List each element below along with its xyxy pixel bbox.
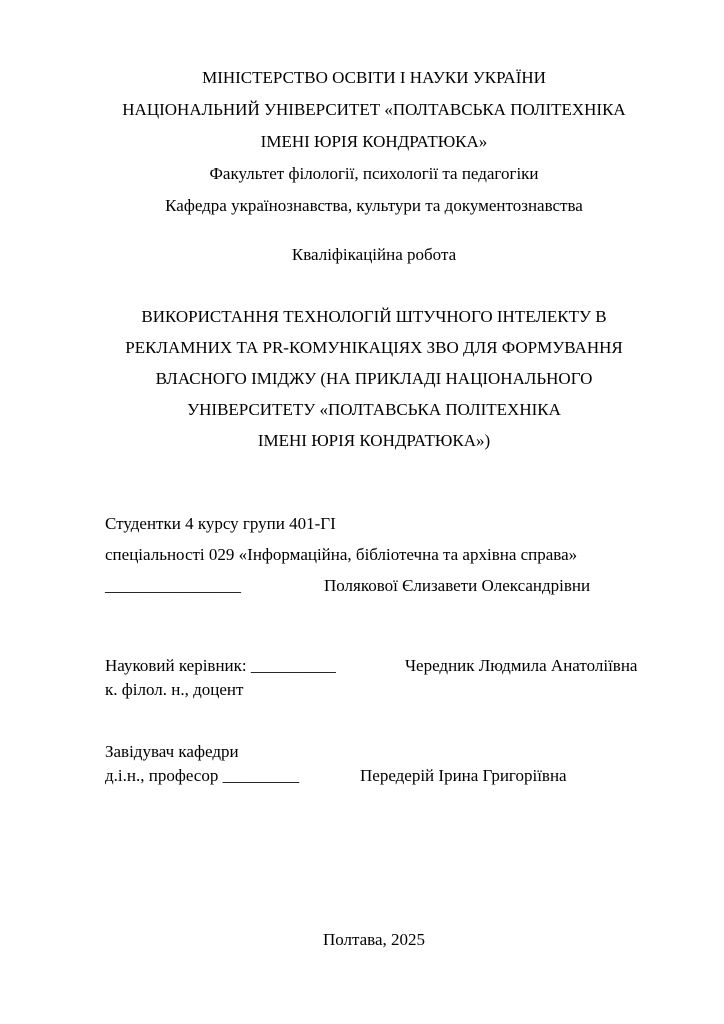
header-block bbox=[105, 62, 643, 222]
student-course-group-line: Студентки 4 курсу групи 401-ГІ bbox=[105, 514, 336, 533]
supervisor-block bbox=[105, 654, 643, 702]
head-of-department-degree-line: д.і.н., професор _________ bbox=[105, 766, 300, 785]
head-of-department-label: Завідувач кафедри bbox=[105, 742, 239, 761]
thesis-title bbox=[105, 301, 643, 456]
thesis-title-line-2: РЕКЛАМНИХ ТА PR-КОМУНІКАЦІЯХ ЗВО ДЛЯ ФОРМУВАННЯ bbox=[125, 338, 623, 357]
student-name: Полякової Єлизавети Олександрівни bbox=[324, 576, 591, 595]
ministry-line: МІНІСТЕРСТВО ОСВІТИ І НАУКИ УКРАЇНИ bbox=[202, 68, 546, 87]
supervisor-degree-line: к. філол. н., доцент bbox=[105, 680, 244, 699]
head-of-department-row bbox=[105, 764, 643, 788]
university-name-line-1: НАЦІОНАЛЬНИЙ УНІВЕРСИТЕТ «ПОЛТАВСЬКА ПОЛІТЕХНІКА bbox=[122, 100, 626, 119]
city-year-line: Полтава, 2025 bbox=[322, 930, 426, 949]
thesis-title-line-5: ІМЕНІ ЮРІЯ КОНДРАТЮКА») bbox=[257, 431, 491, 450]
supervisor-name: Чередник Людмила Анатоліївна bbox=[405, 656, 638, 675]
faculty-line: Факультет філології, психології та педагогіки bbox=[209, 164, 539, 183]
student-block bbox=[105, 508, 643, 601]
supervisor-label: Науковий керівник: __________ bbox=[105, 656, 336, 675]
thesis-title-line-1: ВИКОРИСТАННЯ ТЕХНОЛОГІЙ ШТУЧНОГО ІНТЕЛЕКТУ В bbox=[141, 307, 607, 326]
supervisor-row bbox=[105, 654, 643, 678]
student-speciality-line: спеціальності 029 «Інформаційна, бібліотечна та архівна справа» bbox=[105, 545, 578, 564]
head-of-department-block bbox=[105, 740, 643, 788]
university-name-line-2: ІМЕНІ ЮРІЯ КОНДРАТЮКА» bbox=[260, 132, 488, 151]
student-signature-line: ________________ bbox=[105, 576, 241, 595]
head-of-department-name: Передерій Ірина Григоріївна bbox=[360, 766, 567, 785]
thesis-title-line-4: УНІВЕРСИТЕТУ «ПОЛТАВСЬКА ПОЛІТЕХНІКА bbox=[187, 400, 561, 419]
work-type-label: Кваліфікаційна робота bbox=[291, 245, 457, 264]
thesis-title-line-3: ВЛАСНОГО ІМІДЖУ (НА ПРИКЛАДІ НАЦІОНАЛЬНОГО bbox=[155, 369, 593, 388]
student-signature-row bbox=[105, 570, 643, 601]
department-line: Кафедра українознавства, культури та документознавства bbox=[165, 196, 583, 215]
